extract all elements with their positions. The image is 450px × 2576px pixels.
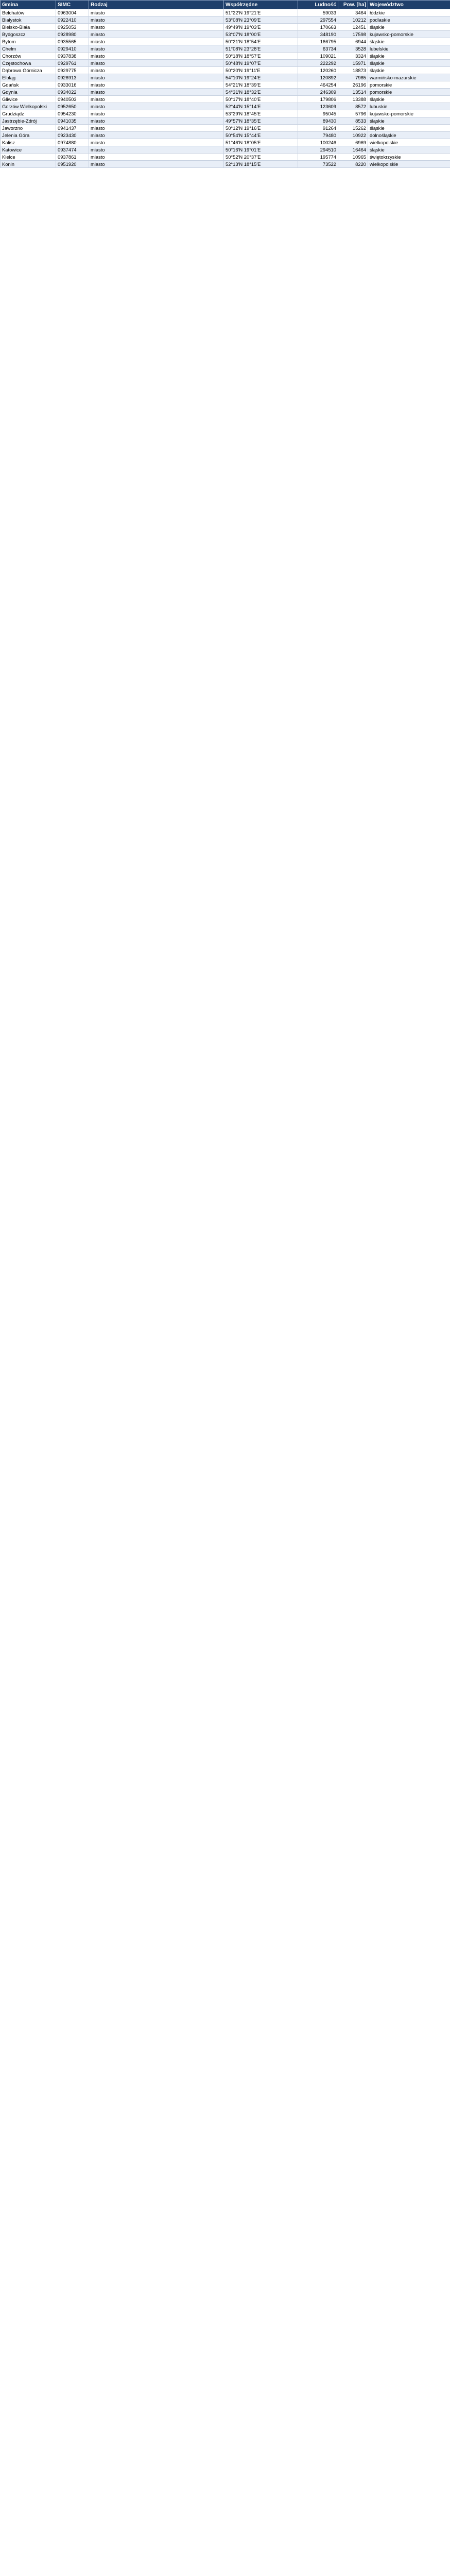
cell-wspolrzedne: 50°16′N 19°01′E <box>224 146 298 154</box>
cell-powierzchnia: 13514 <box>338 89 368 96</box>
table-row <box>1 132 450 139</box>
cell-wspolrzedne: 53°29′N 18°45′E <box>224 110 298 117</box>
cell-simc: 0963004 <box>56 9 89 16</box>
cell-gmina: Częstochowa <box>1 60 56 67</box>
header-wspolrzedne[interactable]: Współrzędne <box>224 1 298 9</box>
cell-rodzaj: miasto <box>89 53 224 60</box>
table-header <box>1 1 450 9</box>
cell-rodzaj: miasto <box>89 60 224 67</box>
cell-rodzaj: miasto <box>89 139 224 146</box>
cell-simc: 0934022 <box>56 89 89 96</box>
cell-wojewodztwo: śląskie <box>368 24 450 31</box>
cell-wspolrzedne: 53°08′N 23°09′E <box>224 16 298 24</box>
cell-powierzchnia: 5796 <box>338 110 368 117</box>
cell-gmina: Bydgoszcz <box>1 31 56 38</box>
cell-wojewodztwo: łódzkie <box>368 9 450 16</box>
table-body <box>1 9 450 168</box>
table-row <box>1 31 450 38</box>
cell-rodzaj: miasto <box>89 81 224 89</box>
cell-powierzchnia: 8572 <box>338 103 368 110</box>
cell-ludnosc: 109021 <box>298 53 338 60</box>
cell-wojewodztwo: dolnośląskie <box>368 132 450 139</box>
cell-gmina: Kielce <box>1 154 56 161</box>
cell-simc: 0974880 <box>56 139 89 146</box>
cell-wojewodztwo: warmińsko-mazurskie <box>368 74 450 81</box>
cell-rodzaj: miasto <box>89 89 224 96</box>
cell-powierzchnia: 12451 <box>338 24 368 31</box>
cell-wojewodztwo: pomorskie <box>368 89 450 96</box>
cell-ludnosc: 59033 <box>298 9 338 16</box>
cell-powierzchnia: 6944 <box>338 38 368 45</box>
table-row <box>1 139 450 146</box>
cell-gmina: Gdynia <box>1 89 56 96</box>
cell-wojewodztwo: kujawsko-pomorskie <box>368 110 450 117</box>
cell-rodzaj: miasto <box>89 125 224 132</box>
cell-wspolrzedne: 51°08′N 23°28′E <box>224 45 298 53</box>
cell-gmina: Jastrzębie-Zdrój <box>1 117 56 125</box>
cell-ludnosc: 166795 <box>298 38 338 45</box>
cell-wspolrzedne: 50°52′N 20°37′E <box>224 154 298 161</box>
cell-simc: 0925053 <box>56 24 89 31</box>
cell-simc: 0937861 <box>56 154 89 161</box>
cell-ludnosc: 89430 <box>298 117 338 125</box>
table-row <box>1 117 450 125</box>
cell-rodzaj: miasto <box>89 154 224 161</box>
table-row <box>1 74 450 81</box>
cell-wspolrzedne: 54°10′N 19°24′E <box>224 74 298 81</box>
cell-ludnosc: 195774 <box>298 154 338 161</box>
cell-powierzchnia: 10922 <box>338 132 368 139</box>
cell-simc: 0929761 <box>56 60 89 67</box>
cell-wspolrzedne: 51°46′N 18°05′E <box>224 139 298 146</box>
cell-gmina: Jaworzno <box>1 125 56 132</box>
cell-wspolrzedne: 53°07′N 18°00′E <box>224 31 298 38</box>
cell-rodzaj: miasto <box>89 96 224 103</box>
cell-rodzaj: miasto <box>89 161 224 168</box>
table-row <box>1 125 450 132</box>
cell-powierzchnia: 3464 <box>338 9 368 16</box>
cell-simc: 0929410 <box>56 45 89 53</box>
cell-gmina: Grudziądz <box>1 110 56 117</box>
cell-gmina: Gliwice <box>1 96 56 103</box>
table-row <box>1 24 450 31</box>
cell-rodzaj: miasto <box>89 31 224 38</box>
cell-wojewodztwo: świętokrzyskie <box>368 154 450 161</box>
cell-powierzchnia: 18873 <box>338 67 368 74</box>
cell-gmina: Kalisz <box>1 139 56 146</box>
cell-gmina: Bełchatów <box>1 9 56 16</box>
cell-powierzchnia: 6969 <box>338 139 368 146</box>
cell-simc: 0922410 <box>56 16 89 24</box>
cell-wspolrzedne: 50°20′N 19°11′E <box>224 67 298 74</box>
cell-ludnosc: 348190 <box>298 31 338 38</box>
cell-wspolrzedne: 54°31′N 18°32′E <box>224 89 298 96</box>
cell-wojewodztwo: podlaskie <box>368 16 450 24</box>
cell-ludnosc: 123609 <box>298 103 338 110</box>
cell-wspolrzedne: 50°12′N 19°16′E <box>224 125 298 132</box>
cell-wspolrzedne: 50°48′N 19°07′E <box>224 60 298 67</box>
cell-ludnosc: 79480 <box>298 132 338 139</box>
header-row <box>1 1 450 9</box>
table-row <box>1 154 450 161</box>
cell-simc: 0933016 <box>56 81 89 89</box>
cell-powierzchnia: 7985 <box>338 74 368 81</box>
cell-wspolrzedne: 49°57′N 18°35′E <box>224 117 298 125</box>
cell-ludnosc: 120260 <box>298 67 338 74</box>
table-row <box>1 146 450 154</box>
cell-wojewodztwo: śląskie <box>368 125 450 132</box>
cell-powierzchnia: 10965 <box>338 154 368 161</box>
cell-wspolrzedne: 52°13′N 18°15′E <box>224 161 298 168</box>
cell-powierzchnia: 8220 <box>338 161 368 168</box>
table-row <box>1 89 450 96</box>
cell-wojewodztwo: pomorskie <box>368 81 450 89</box>
cell-rodzaj: miasto <box>89 110 224 117</box>
cell-wojewodztwo: śląskie <box>368 117 450 125</box>
cell-gmina: Gdańsk <box>1 81 56 89</box>
cell-wspolrzedne: 50°18′N 18°57′E <box>224 53 298 60</box>
cell-gmina: Katowice <box>1 146 56 154</box>
cell-simc: 0952650 <box>56 103 89 110</box>
cell-wojewodztwo: śląskie <box>368 60 450 67</box>
cell-rodzaj: miasto <box>89 74 224 81</box>
cell-ludnosc: 222292 <box>298 60 338 67</box>
header-gmina[interactable]: Gmina <box>1 1 56 9</box>
table-row <box>1 9 450 16</box>
cell-simc: 0954230 <box>56 110 89 117</box>
cell-powierzchnia: 15262 <box>338 125 368 132</box>
cell-ludnosc: 120892 <box>298 74 338 81</box>
cell-ludnosc: 294510 <box>298 146 338 154</box>
cell-simc: 0926913 <box>56 74 89 81</box>
table-row <box>1 96 450 103</box>
cell-simc: 0937838 <box>56 53 89 60</box>
cell-rodzaj: miasto <box>89 117 224 125</box>
table-row <box>1 81 450 89</box>
table-row <box>1 103 450 110</box>
cell-wojewodztwo: śląskie <box>368 53 450 60</box>
cell-wojewodztwo: śląskie <box>368 67 450 74</box>
cell-powierzchnia: 3528 <box>338 45 368 53</box>
cell-wspolrzedne: 50°21′N 18°54′E <box>224 38 298 45</box>
cell-ludnosc: 464254 <box>298 81 338 89</box>
header-powierzchnia[interactable]: Pow. [ha] <box>338 1 368 9</box>
cell-rodzaj: miasto <box>89 67 224 74</box>
cell-rodzaj: miasto <box>89 45 224 53</box>
cell-gmina: Jelenia Góra <box>1 132 56 139</box>
table-row <box>1 53 450 60</box>
cell-simc: 0928980 <box>56 31 89 38</box>
cell-powierzchnia: 26196 <box>338 81 368 89</box>
header-rodzaj[interactable]: Rodzaj <box>89 1 224 9</box>
cell-ludnosc: 100246 <box>298 139 338 146</box>
cell-simc: 0929775 <box>56 67 89 74</box>
cell-rodzaj: miasto <box>89 16 224 24</box>
cell-simc: 0941437 <box>56 125 89 132</box>
cell-gmina: Elbląg <box>1 74 56 81</box>
cell-powierzchnia: 3324 <box>338 53 368 60</box>
cell-ludnosc: 297554 <box>298 16 338 24</box>
cell-gmina: Bytom <box>1 38 56 45</box>
cell-wojewodztwo: lubuskie <box>368 103 450 110</box>
cell-simc: 0935565 <box>56 38 89 45</box>
cell-wspolrzedne: 54°21′N 18°39′E <box>224 81 298 89</box>
table-row <box>1 45 450 53</box>
cell-wojewodztwo: lubelskie <box>368 45 450 53</box>
cell-powierzchnia: 17598 <box>338 31 368 38</box>
cell-simc: 0923430 <box>56 132 89 139</box>
header-simc[interactable]: SIMC <box>56 1 89 9</box>
cell-powierzchnia: 16464 <box>338 146 368 154</box>
cell-wspolrzedne: 50°17′N 18°40′E <box>224 96 298 103</box>
header-ludnosc[interactable]: Ludność <box>298 1 338 9</box>
cell-rodzaj: miasto <box>89 132 224 139</box>
cell-ludnosc: 73522 <box>298 161 338 168</box>
table-row <box>1 60 450 67</box>
cell-simc: 0941035 <box>56 117 89 125</box>
cell-rodzaj: miasto <box>89 24 224 31</box>
cell-wojewodztwo: kujawsko-pomorskie <box>368 31 450 38</box>
table-row <box>1 38 450 45</box>
cell-simc: 0951920 <box>56 161 89 168</box>
table-row <box>1 161 450 168</box>
cell-wojewodztwo: śląskie <box>368 38 450 45</box>
cell-wspolrzedne: 49°49′N 19°03′E <box>224 24 298 31</box>
cell-gmina: Białystok <box>1 16 56 24</box>
table-row <box>1 16 450 24</box>
cell-ludnosc: 246309 <box>298 89 338 96</box>
cell-ludnosc: 91264 <box>298 125 338 132</box>
cell-gmina: Bielsko-Biała <box>1 24 56 31</box>
cell-ludnosc: 63734 <box>298 45 338 53</box>
cell-wspolrzedne: 52°44′N 15°14′E <box>224 103 298 110</box>
cell-powierzchnia: 13388 <box>338 96 368 103</box>
cell-gmina: Chełm <box>1 45 56 53</box>
cell-rodzaj: miasto <box>89 146 224 154</box>
cell-simc: 0940503 <box>56 96 89 103</box>
cell-powierzchnia: 8533 <box>338 117 368 125</box>
table-row <box>1 67 450 74</box>
cell-wojewodztwo: śląskie <box>368 96 450 103</box>
cell-wojewodztwo: wielkopolskie <box>368 139 450 146</box>
cell-ludnosc: 170663 <box>298 24 338 31</box>
cell-ludnosc: 179806 <box>298 96 338 103</box>
cell-rodzaj: miasto <box>89 9 224 16</box>
cell-rodzaj: miasto <box>89 103 224 110</box>
table-row <box>1 110 450 117</box>
cell-gmina: Konin <box>1 161 56 168</box>
header-wojewodztwo[interactable]: Województwo <box>368 1 450 9</box>
cell-wspolrzedne: 50°54′N 15°44′E <box>224 132 298 139</box>
cell-wojewodztwo: wielkopolskie <box>368 161 450 168</box>
cell-gmina: Dąbrowa Górnicza <box>1 67 56 74</box>
cell-ludnosc: 95045 <box>298 110 338 117</box>
cell-powierzchnia: 15971 <box>338 60 368 67</box>
cell-wojewodztwo: śląskie <box>368 146 450 154</box>
cell-gmina: Chorzów <box>1 53 56 60</box>
cell-simc: 0937474 <box>56 146 89 154</box>
cell-rodzaj: miasto <box>89 38 224 45</box>
cell-wspolrzedne: 51°22′N 19°21′E <box>224 9 298 16</box>
cell-gmina: Gorzów Wielkopolski <box>1 103 56 110</box>
data-table <box>0 0 450 168</box>
cell-powierzchnia: 10212 <box>338 16 368 24</box>
